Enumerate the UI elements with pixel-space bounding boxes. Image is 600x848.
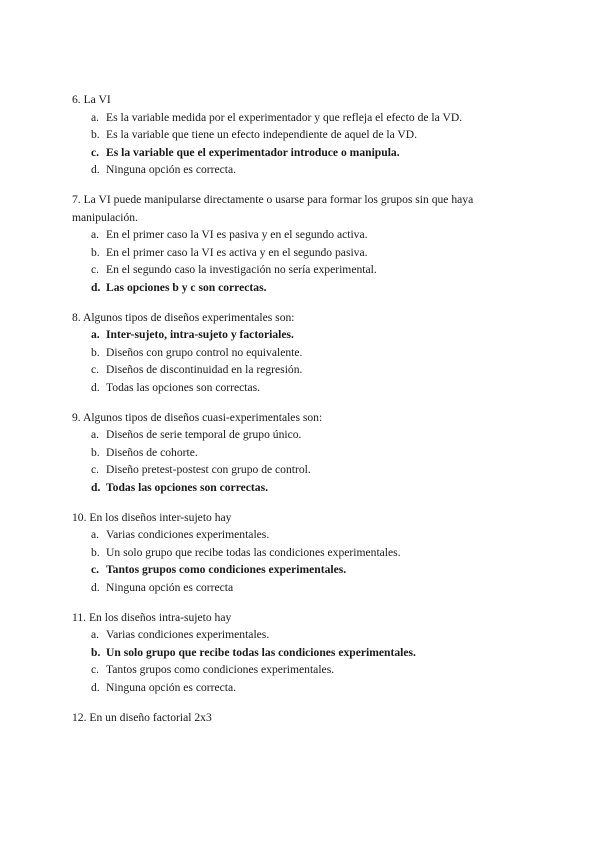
answer-option: [72, 161, 532, 179]
question-text: 10. En los diseños inter-sujeto hay: [72, 510, 232, 524]
option-letter: c.: [91, 663, 100, 676]
option-letter: b.: [91, 645, 101, 659]
answer-option: [72, 109, 532, 127]
answer-option: [72, 679, 532, 697]
question-6: [72, 91, 532, 179]
answer-option: [72, 579, 532, 597]
option-text: Diseños de serie temporal de grupo único.: [106, 428, 302, 441]
option-text: Ninguna opción es correcta.: [106, 163, 237, 176]
question-10: [72, 509, 532, 597]
answer-options: [72, 109, 532, 179]
answer-option: [72, 244, 532, 262]
option-letter: a.: [91, 528, 100, 541]
answer-option: [72, 461, 532, 479]
option-letter: c.: [91, 145, 100, 159]
option-text: Ninguna opción es correcta: [106, 580, 234, 594]
answer-option: [72, 661, 532, 679]
option-letter: a.: [91, 328, 100, 341]
question-text: 8. Algunos tipos de diseños experimentales son:: [72, 310, 295, 324]
option-text: En el segundo caso la investigación no sería experimental.: [106, 263, 377, 276]
option-letter: d.: [91, 380, 100, 394]
option-letter: b.: [91, 128, 100, 141]
answer-options: [72, 626, 532, 696]
option-letter: c.: [91, 463, 100, 476]
option-letter: a.: [91, 628, 100, 641]
option-text: Varias condiciones experimentales.: [106, 628, 270, 641]
option-letter: d.: [91, 163, 100, 176]
question-12: [72, 709, 532, 727]
option-letter: a.: [91, 110, 100, 124]
question-11: [72, 609, 532, 697]
question-9: [72, 409, 532, 497]
option-text: Inter-sujeto, intra-sujeto y factoriales.: [106, 328, 294, 341]
answer-option: [72, 426, 532, 444]
answer-options: [72, 426, 532, 496]
question-text: 11. En los diseños intra-sujeto hay: [72, 610, 232, 624]
option-letter: c.: [91, 363, 100, 376]
option-text: Tantos grupos como condiciones experimentales.: [106, 663, 335, 676]
option-letter: a.: [91, 228, 100, 241]
question-text: 7. La VI puede manipularse directamente o usarse para formar los grupos sin que haya manipulación.: [72, 193, 474, 224]
option-text: Tantos grupos como condiciones experimentales.: [106, 563, 347, 576]
question-text: 9. Algunos tipos de diseños cuasi-experimentales son:: [72, 410, 323, 424]
answer-option: [72, 344, 532, 362]
option-text: Es la variable que el experimentador introduce o manipula.: [106, 145, 400, 159]
answer-option: [72, 379, 532, 397]
answer-option: [72, 361, 532, 379]
answer-option: [72, 444, 532, 462]
option-letter: b.: [91, 345, 100, 359]
option-letter: d.: [91, 680, 100, 694]
answer-options: [72, 326, 532, 396]
answer-option-correct: [72, 326, 532, 344]
answer-option-correct: [72, 561, 532, 579]
answer-option: [72, 544, 532, 562]
question-8: [72, 309, 532, 397]
answer-option-correct: [72, 279, 532, 297]
question-text: 6. La VI: [72, 93, 111, 106]
answer-option-correct: [72, 144, 532, 162]
option-letter: b.: [91, 245, 100, 259]
question-list: [72, 91, 532, 739]
option-text: Es la variable medida por el experimentador y que refleja el efecto de la VD.: [106, 110, 463, 124]
option-letter: d.: [91, 580, 100, 594]
question-7: [72, 191, 532, 296]
option-text: En el primer caso la VI es activa y en el segundo pasiva.: [106, 245, 368, 259]
option-text: En el primer caso la VI es pasiva y en el segundo activa.: [106, 228, 368, 241]
option-text: Es la variable que tiene un efecto independiente de aquel de la VD.: [106, 128, 418, 141]
answer-option-correct: [72, 479, 532, 497]
option-text: Diseños de cohorte.: [106, 445, 198, 459]
option-letter: b.: [91, 445, 100, 459]
answer-options: [72, 226, 532, 296]
option-letter: c.: [91, 263, 100, 276]
option-text: Todas las opciones son correctas.: [106, 380, 261, 394]
option-letter: c.: [91, 563, 100, 576]
option-text: Varias condiciones experimentales.: [106, 528, 270, 541]
option-text: Las opciones b y c son correctas.: [106, 280, 267, 294]
option-text: Un solo grupo que recibe todas las condiciones experimentales.: [106, 545, 401, 559]
option-text: Diseños con grupo control no equivalente.: [106, 345, 303, 359]
option-text: Ninguna opción es correcta.: [106, 680, 237, 694]
answer-option: [72, 126, 532, 144]
answer-options: [72, 526, 532, 596]
option-letter: b.: [91, 545, 100, 559]
question-text: 12. En un diseño factorial 2x3: [72, 710, 212, 724]
answer-option: [72, 261, 532, 279]
option-text: Diseño pretest-postest con grupo de control.: [106, 463, 311, 476]
option-text: Diseños de discontinuidad en la regresión.: [106, 363, 303, 376]
answer-option-correct: [72, 644, 532, 662]
option-letter: d.: [91, 480, 101, 494]
option-text: Un solo grupo que recibe todas las condiciones experimentales.: [106, 645, 416, 659]
option-letter: d.: [91, 280, 101, 294]
answer-option: [72, 626, 532, 644]
option-letter: a.: [91, 428, 100, 441]
answer-option: [72, 226, 532, 244]
option-text: Todas las opciones son correctas.: [106, 480, 269, 494]
answer-option: [72, 526, 532, 544]
